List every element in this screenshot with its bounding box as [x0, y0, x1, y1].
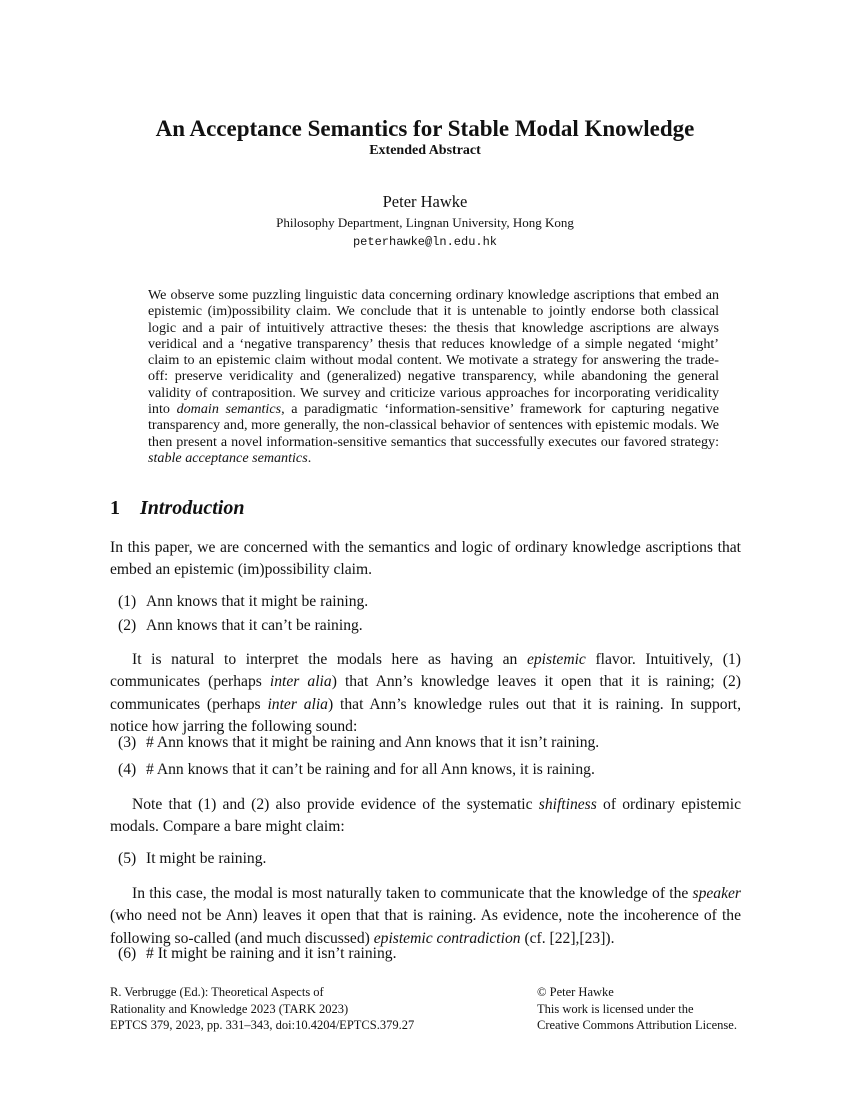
- footer-line: This work is licensed under the: [537, 1001, 694, 1016]
- emph: speaker: [692, 885, 741, 902]
- emph: inter alia: [267, 695, 328, 713]
- text: It is natural to interpret the modals here as having an: [132, 651, 527, 668]
- footer-line: Creative Commons Attribution License.: [537, 1018, 737, 1032]
- abstract-text: We observe some puzzling linguistic data concerning ordinary knowledge ascriptions that embed an epistemic (im)possibility claim. We conclude that it is untenable to jointly endorse both classical logic and a pair of intuitively attractive theses: the thesis that knowledge ascriptions are always veridical and a ‘negative transparency’ thesis that reduces knowledge of a simple negated ‘might’ claim to an epistemic claim without modal content. We motivate a strategy for answering the trade-off: preserve veridicality and (generalized) negative transparency, while abandoning the general validity of contraposition. We survey and criticize various approaches for incorporating veridicality into: [148, 287, 719, 418]
- paragraph: In this paper, we are concerned with the semantics and logic of ordinary knowledge ascriptions that embed an epistemic (im)possibility claim.: [110, 539, 741, 579]
- text: flavor. Intuitively, (1) communicates (perhaps: [110, 651, 741, 691]
- example-text: # It might be raining and it isn’t raining.: [146, 945, 397, 962]
- example-number: (3): [118, 734, 137, 751]
- abstract-emph: stable acceptance semantics: [148, 449, 308, 466]
- section-title: Introduction: [140, 497, 245, 519]
- paper-title: An Acceptance Semantics for Stable Modal Knowledge: [155, 116, 695, 141]
- example-number: (6): [118, 945, 137, 962]
- footer-line: Rationality and Knowledge 2023 (TARK 2023): [110, 1001, 349, 1016]
- abstract: [148, 287, 719, 466]
- text: Note that (1) and (2) also provide evidence of the systematic: [132, 796, 539, 813]
- section-heading: [110, 497, 244, 520]
- paragraph: [110, 649, 741, 738]
- example-6: [118, 945, 396, 963]
- paragraph: [110, 794, 741, 839]
- example-text: Ann knows that it might be raining.: [146, 593, 369, 610]
- example-1: [118, 593, 368, 611]
- abstract-text: , a paradigmatic ‘information-sensitive’ framework for capturing negative transparency and, more generally, the non-classical behavior of sentences with epistemic modals. We then present a novel information-sensitive semantics that successfully executes our favored strategy:: [148, 401, 720, 450]
- example-2: [118, 617, 363, 635]
- paragraph: [110, 883, 741, 950]
- abstract-text: .: [307, 449, 312, 466]
- emph: shiftiness: [538, 796, 597, 813]
- author-affiliation: Philosophy Department, Lingnan University, Hong Kong: [276, 215, 574, 230]
- example-4: [118, 761, 595, 779]
- emph: epistemic: [526, 651, 586, 668]
- text: of ordinary epistemic modals. Compare a bare might claim:: [110, 796, 741, 836]
- abstract-emph: domain semantics: [176, 401, 282, 418]
- author-name: Peter Hawke: [382, 192, 468, 211]
- text: (cf. [22],[23]).: [520, 929, 615, 947]
- text: In this case, the modal is most naturally taken to communicate that the knowledge of the: [132, 885, 693, 902]
- text: ) that Ann’s knowledge leaves it open that it is raining; (2) communicates (perhaps: [110, 673, 741, 713]
- example-number: (4): [118, 761, 137, 778]
- example-number: (5): [118, 850, 137, 867]
- footer-citation: [110, 984, 414, 1034]
- footer-line: R. Verbrugge (Ed.): Theoretical Aspects of: [110, 985, 324, 999]
- example-number: (2): [118, 617, 137, 634]
- example-3: [118, 734, 599, 752]
- example-text: Ann knows that it can’t be raining.: [146, 617, 363, 634]
- paper-subtitle: Extended Abstract: [369, 143, 481, 158]
- emph: epistemic contradiction: [373, 929, 521, 947]
- example-text: # Ann knows that it can’t be raining and for all Ann knows, it is raining.: [146, 761, 595, 778]
- example-5: [118, 850, 266, 868]
- section-number: 1: [110, 497, 120, 519]
- example-number: (1): [118, 593, 137, 610]
- text: (who need not be Ann) leaves it open that that is raining. As evidence, note the incoherence of the following so-called (and much discussed): [110, 907, 741, 947]
- emph: inter alia: [269, 673, 332, 691]
- example-text: It might be raining.: [146, 850, 267, 867]
- footer-line: EPTCS 379, 2023, pp. 331–343, doi:10.4204/EPTCS.379.27: [110, 1018, 415, 1032]
- text: ) that Ann’s knowledge rules out that it is raining. In support, notice how jarring the following sound:: [110, 695, 741, 735]
- author-email: peterhawke@ln.edu.hk: [352, 235, 498, 249]
- footer-line: © Peter Hawke: [537, 985, 614, 999]
- example-text: # Ann knows that it might be raining and Ann knows that it isn’t raining.: [146, 734, 600, 751]
- footer-license: [537, 984, 737, 1034]
